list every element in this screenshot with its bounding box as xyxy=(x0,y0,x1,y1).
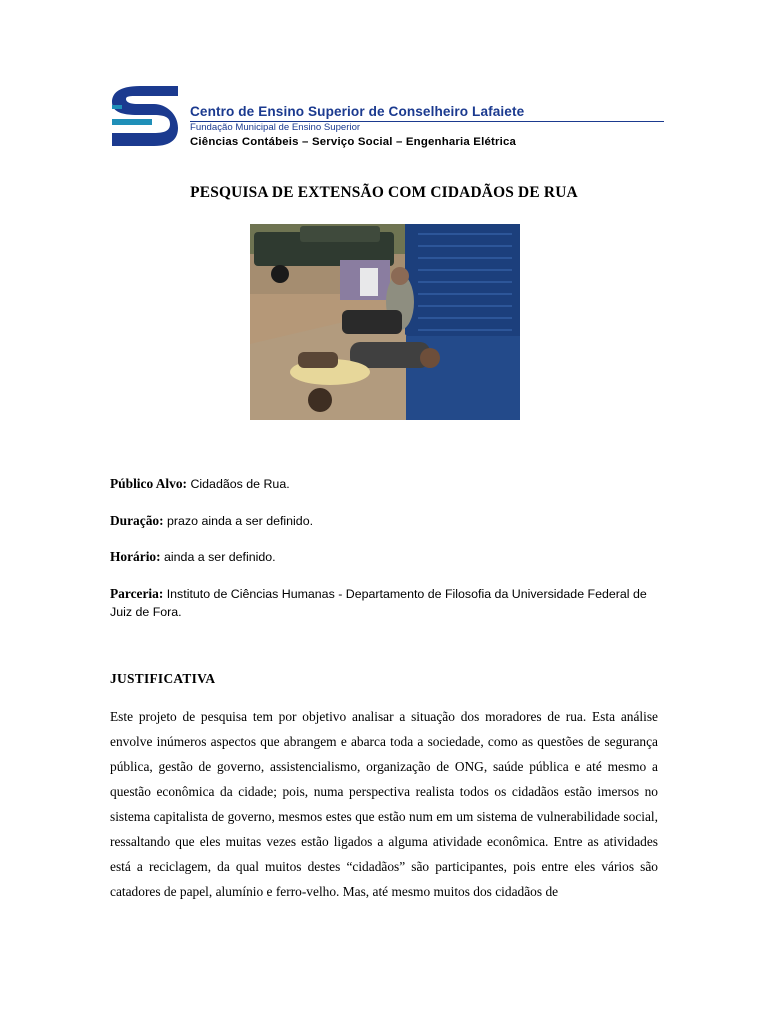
institution-logo xyxy=(110,84,180,148)
courses-line: Ciências Contábeis – Serviço Social – Engenharia Elétrica xyxy=(190,136,517,148)
document-title: PESQUISA DE EXTENSÃO COM CIDADÃOS DE RUA xyxy=(190,184,578,201)
field-value: Cidadãos de Rua. xyxy=(187,477,290,491)
section-heading-justificativa: JUSTIFICATIVA xyxy=(110,671,216,686)
foundation-name: Fundação Municipal de Ensino Superior xyxy=(190,122,361,133)
field-label: Duração: xyxy=(110,513,164,528)
field-value: prazo ainda a ser definido. xyxy=(163,514,314,528)
field-label: Público Alvo: xyxy=(110,476,188,491)
field-value: ainda a ser definido. xyxy=(160,550,276,564)
field-duration xyxy=(110,513,313,529)
field-target-audience xyxy=(110,476,290,492)
field-partnership xyxy=(110,585,660,621)
institution-name: Centro de Ensino Superior de Conselheiro Lafaiete xyxy=(190,104,525,119)
street-people-photo xyxy=(250,224,520,420)
field-value: Instituto de Ciências Humanas - Departamento de Filosofia da Universidade Federal de Juiz de Fora. xyxy=(110,587,647,619)
field-label: Horário: xyxy=(110,549,161,564)
justification-paragraph: Este projeto de pesquisa tem por objetivo analisar a situação dos moradores de rua. Esta análise envolve inúmeros aspectos que abrangem e abarca toda a sociedade, como as questões de segurança pública, gestão de governo, assistencialismo, organização de ONG, saúde pública e até mesmo a questão econômica da cidade; pois, numa perspectiva realista todos os cidadãos estão imersos no sistema capitalista de governo, mesmos estes que estão num em um sistema de vulnerabilidade social, ressaltando que eles muitas vezes estão ligados a alguma atividade econômica. Entre as atividades está a reciclagem, da qual muitos destes “cidadãos” são participantes, pois entre eles vários são catadores de papel, alumínio e ferro-velho. Mas, até mesmo muitos dos cidadãos de xyxy=(110,709,658,899)
field-label: Parceria: xyxy=(110,586,164,601)
letterhead xyxy=(110,84,670,150)
field-schedule xyxy=(110,549,276,565)
